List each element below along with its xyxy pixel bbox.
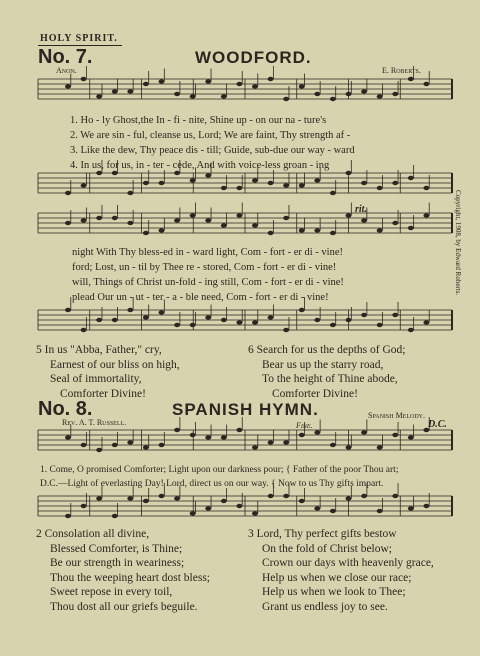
note-head — [283, 328, 289, 332]
note-head — [377, 445, 383, 449]
stanza-2 — [36, 527, 210, 614]
note-head — [127, 440, 133, 444]
stanza-line: 5 In us "Abba, Father," cry, — [36, 344, 162, 356]
note-head — [112, 514, 118, 518]
note-head — [299, 84, 305, 88]
note-head — [314, 92, 320, 96]
note-head — [221, 94, 227, 98]
stanza-line: Thou the weeping heart dost bless; — [50, 571, 211, 584]
verse-line: plead Our un - ut - ter - a - ble need, Com - fort - er di - vine! — [72, 292, 329, 303]
note-head — [299, 228, 305, 232]
note-head — [346, 213, 352, 217]
note-head — [236, 320, 242, 324]
note-head — [143, 82, 149, 86]
note-head — [346, 318, 352, 322]
note-head — [65, 308, 71, 312]
note-head — [65, 191, 71, 195]
stanza-line: 2 Consolation all divine, — [36, 528, 150, 540]
note-head — [361, 313, 367, 317]
hymn8-author: Rev. A. T. Russell. — [62, 418, 127, 427]
hymn8-title: SPANISH HYMN. — [172, 400, 319, 419]
note-head — [159, 494, 165, 498]
hymn7-verses-system2 — [72, 245, 344, 305]
note-head — [221, 223, 227, 227]
note-head — [159, 443, 165, 447]
verse-line: 1. Come, O promised Comforter; Light upon our darkness pour; { Father of the poor Thou art; — [40, 465, 399, 475]
note-head — [159, 228, 165, 232]
note-head — [174, 92, 180, 96]
stanza-6 — [248, 343, 405, 401]
note-head — [268, 77, 274, 81]
stanza-line: Thou dost all our griefs beguile. — [50, 600, 198, 613]
note-head — [377, 228, 383, 232]
note-head — [252, 445, 258, 449]
stanza-line: Comforter Divine! — [60, 387, 146, 400]
note-head — [252, 84, 258, 88]
note-head — [361, 430, 367, 434]
note-head — [96, 94, 102, 98]
note-head — [314, 430, 320, 434]
note-head — [236, 186, 242, 190]
note-head — [127, 191, 133, 195]
note-head — [314, 506, 320, 510]
note-head — [205, 435, 211, 439]
note-head — [65, 514, 71, 518]
verse-line: night With Thy bless-ed in - ward light, Com - fort - er di - vine! — [72, 247, 343, 258]
note-head — [408, 176, 414, 180]
note-head — [423, 320, 429, 324]
note-head — [330, 97, 336, 101]
note-head — [283, 183, 289, 187]
note-head — [252, 223, 258, 227]
note-head — [143, 499, 149, 503]
hymn8-verse — [40, 463, 398, 491]
note-head — [96, 318, 102, 322]
stanza-line: Blessed Comforter, is Thine; — [50, 542, 183, 555]
note-head — [159, 181, 165, 185]
verse-line: 2. We are sin - ful, cleanse us, Lord; We are faint, Thy strength af - — [70, 130, 351, 141]
note-head — [423, 504, 429, 508]
note-head — [81, 328, 87, 332]
note-head — [252, 320, 258, 324]
note-head — [143, 315, 149, 319]
note-head — [408, 435, 414, 439]
note-head — [96, 216, 102, 220]
verse-line: 3. Like the dew, Thy peace dis - till; Guide, sub-due our way - ward — [70, 145, 355, 156]
note-head — [190, 323, 196, 327]
note-head — [408, 77, 414, 81]
note-head — [423, 213, 429, 217]
note-head — [377, 94, 383, 98]
note-head — [81, 218, 87, 222]
note-head — [361, 181, 367, 185]
note-head — [392, 221, 398, 225]
stanza-line: On the fold of Christ below; — [262, 542, 392, 555]
note-head — [159, 79, 165, 83]
hymn7-title: WOODFORD. — [195, 48, 312, 67]
note-head — [190, 213, 196, 217]
hymn8-number: No. 8. — [38, 398, 93, 420]
note-head — [205, 218, 211, 222]
note-head — [268, 440, 274, 444]
note-head — [377, 323, 383, 327]
note-head — [252, 511, 258, 515]
note-head — [392, 92, 398, 96]
fine-mark: Fine. — [296, 421, 313, 430]
note-head — [392, 494, 398, 498]
note-head — [330, 191, 336, 195]
note-head — [346, 496, 352, 500]
note-head — [96, 496, 102, 500]
note-head — [112, 443, 118, 447]
note-head — [236, 504, 242, 508]
note-head — [236, 428, 242, 432]
dc-mark: D.C. — [428, 419, 447, 430]
note-head — [143, 231, 149, 235]
note-head — [346, 445, 352, 449]
note-head — [377, 186, 383, 190]
note-head — [174, 218, 180, 222]
note-head — [190, 511, 196, 515]
note-head — [346, 92, 352, 96]
verse-line: ford; Lost, un - til by Thee re - stored, Com - fort - er di - vine! — [72, 262, 337, 273]
note-head — [361, 89, 367, 93]
note-head — [283, 494, 289, 498]
hymn7-verses-system1 — [70, 113, 355, 173]
stanza-line: Earnest of our bliss on high, — [50, 358, 180, 371]
stanza-line: Grant us endless joy to see. — [262, 600, 388, 613]
note-head — [127, 221, 133, 225]
hymn8-composer: Spanish Melody. — [368, 411, 426, 420]
note-head — [268, 315, 274, 319]
verse-line: 1. Ho - ly Ghost,the In - fi - nite, Shine up - on our na - ture's — [70, 115, 327, 126]
note-head — [65, 84, 71, 88]
note-head — [159, 310, 165, 314]
note-head — [361, 218, 367, 222]
stanza-line: Be our strength in weariness; — [50, 557, 185, 569]
ritardando-mark: rit. — [355, 204, 367, 215]
note-head — [190, 178, 196, 182]
note-head — [423, 186, 429, 190]
note-head — [127, 496, 133, 500]
note-head — [96, 448, 102, 452]
note-head — [361, 494, 367, 498]
note-head — [314, 178, 320, 182]
verse-line: 4. In us, for us, in - ter - cede, And with voice-less groan - ing — [70, 160, 330, 171]
note-head — [127, 308, 133, 312]
note-head — [174, 496, 180, 500]
note-head — [377, 509, 383, 513]
note-head — [268, 231, 274, 235]
hymn7-number: No. 7. — [38, 46, 93, 68]
note-head — [190, 433, 196, 437]
stanza-line: Sweet repose in every toil, — [50, 586, 173, 598]
note-head — [283, 97, 289, 101]
verse-line: D.C.—Light of everlasting Day! Lord, direct us on our way. { Now to us Thy gifts impart. — [40, 479, 384, 489]
stanza-5 — [36, 343, 180, 401]
stanza-line: Crown our days with heavenly grace, — [262, 557, 434, 569]
note-head — [314, 228, 320, 232]
section-header: HOLY SPIRIT. — [40, 33, 118, 44]
stanza-line: To the height of Thine abode, — [262, 373, 398, 385]
note-head — [283, 216, 289, 220]
note-head — [268, 181, 274, 185]
note-head — [299, 499, 305, 503]
note-head — [205, 79, 211, 83]
stanza-line: Comforter Divine! — [272, 387, 358, 400]
note-head — [143, 181, 149, 185]
note-head — [221, 318, 227, 322]
note-head — [392, 181, 398, 185]
note-head — [236, 82, 242, 86]
note-head — [127, 89, 133, 93]
note-head — [330, 443, 336, 447]
note-head — [299, 183, 305, 187]
note-head — [81, 77, 87, 81]
note-head — [408, 226, 414, 230]
note-head — [330, 323, 336, 327]
note-head — [190, 94, 196, 98]
note-head — [408, 506, 414, 510]
note-head — [299, 433, 305, 437]
note-head — [81, 504, 87, 508]
stanza-line: Help us when we close our race; — [262, 571, 412, 584]
note-head — [112, 216, 118, 220]
note-head — [65, 435, 71, 439]
verse-line: will, Things of Christ un-fold - ing still, Com - fort - er di - vine! — [72, 277, 344, 288]
note-head — [423, 82, 429, 86]
note-head — [236, 213, 242, 217]
note-head — [205, 173, 211, 177]
note-head — [221, 435, 227, 439]
stanza-line: Seal of immortality, — [50, 373, 142, 385]
note-head — [283, 440, 289, 444]
note-head — [330, 231, 336, 235]
note-head — [205, 315, 211, 319]
note-head — [392, 313, 398, 317]
note-head — [252, 178, 258, 182]
note-head — [112, 89, 118, 93]
note-head — [314, 318, 320, 322]
note-head — [205, 506, 211, 510]
note-head — [65, 221, 71, 225]
copyright-notice: Copyright, 1908, by Edward Roberts. — [454, 190, 462, 296]
note-head — [174, 428, 180, 432]
note-head — [408, 328, 414, 332]
note-head — [81, 183, 87, 187]
note-head — [143, 445, 149, 449]
stanza-line: 3 Lord, Thy perfect gifts bestow — [248, 528, 397, 540]
note-head — [81, 443, 87, 447]
hymn7-author: Anon. — [56, 66, 77, 75]
stanza-line: Help us when we look to Thee; — [262, 586, 406, 598]
note-head — [112, 318, 118, 322]
note-head — [299, 308, 305, 312]
note-head — [221, 499, 227, 503]
hymn7-composer: E. Roberts. — [382, 66, 421, 75]
note-head — [174, 323, 180, 327]
note-head — [221, 186, 227, 190]
stanza-line: 6 Search for us the depths of God; — [248, 344, 406, 356]
note-head — [268, 494, 274, 498]
stanza-line: Bear us up the starry road, — [262, 358, 384, 371]
note-head — [330, 509, 336, 513]
stanza-3 — [248, 527, 434, 614]
note-head — [392, 433, 398, 437]
